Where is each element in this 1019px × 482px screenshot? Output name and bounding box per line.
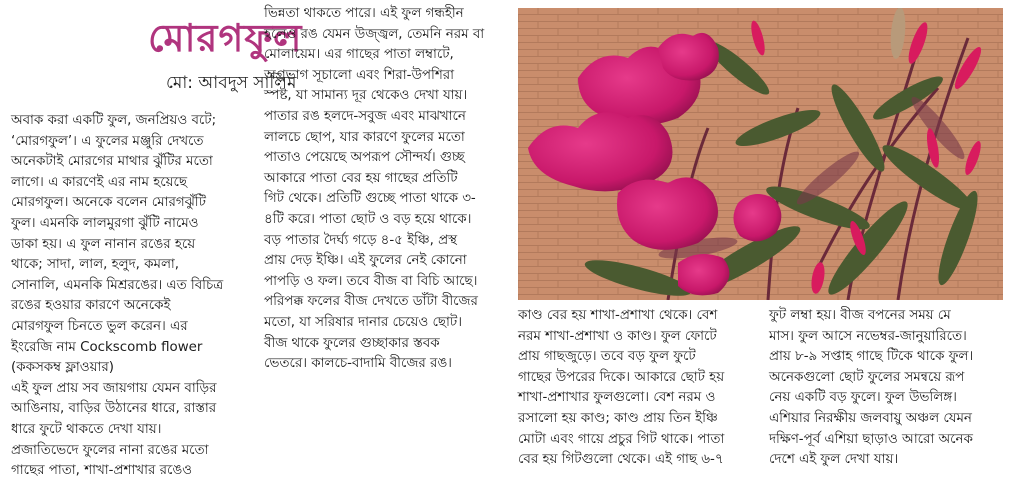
article-column-4: ফুট লম্বা হয়। বীজ বপনের সময় মে মাস। ফুল আসে নভেম্বর-জানুয়ারিতে। প্রায় ৮-৯ সপ্তাহ গাছে টিকে থাকে ফুল। অনেকগুলো ছোট ফুলের সমন্বয়ে রূপ নেয় একটি বড় ফুলে। ফুল উভলিঙ্গ। এশিয়ার নিরক্ষীয় জলবায়ু অঞ্চল যেমন দক্ষিণ-পূর্ব এশিয়া ছাড়াও আরো অনেক দেশে এই ফুল দেখা যায়। bbox=[769, 308, 974, 468]
cockscomb-flower-photo bbox=[518, 8, 1003, 300]
article-column-2: ভিন্নতা থাকতে পারে। এই ফুল গন্ধহীন হলেও রঙ যেমন উজ্জ্বল, তেমনি নরম বা মোলায়েম। এর গাছের পাতা লম্বাটে, অগ্রভাগ সূচালো এবং শিরা-উপশিরা স্পষ্ট, যা সামান্য দূর থেকেও দেখা যায়। পাতার রঙ হলদে-সবুজ এবং মাঝখানে লালচে ছোপ, যার কারণে ফুলের মতো পাতাও পেয়েছে অপরূপ সৌন্দর্য। গুচ্ছ আকারে পাতা বের হয় গাছের প্রতিটি গিট থেকে। প্রতিটি গুচ্ছে পাতা থাকে ৩- ৪টি করে। পাতা ছোট ও বড় হয়ে থাকে। বড় পাতার দৈর্ঘ্য গড়ে ৪-৫ ইঞ্চি, প্রস্থ প্রায় দেড় ইঞ্চি। এই ফুলের নেই কোনো পাপড়ি ও ফল। তবে বীজ বা বিচি আছে। পরিপক্ক ফলের বীজ দেখতে ডাঁটা বীজের মতো, যা সরিষার দানার চেয়েও ছোট। বীজ থাকে ফুলের গুচ্ছাকার স্তবক ভেতরে। কালচে-বাদামি বীজের রঙ। bbox=[264, 6, 485, 372]
article-column-3: কাণ্ড বের হয় শাখা-প্রশাখা থেকে। বেশ নরম শাখা-প্রশাখা ও কাণ্ড। ফুল ফোটে প্রায় গাছজুড়ে। তবে বড় ফুল ফুটে গাছের উপরের দিকে। আকারে ছোট হয় শাখা-প্রশাখার ফুলগুলো। বেশ নরম ও রসালো হয় কাণ্ড; কাণ্ড প্রায় তিন ইঞ্চি মোটা এবং গায়ে প্রচুর গিট থাকে। পাতা বের হয় গিটগুলো থেকে। এই গাছ ৬-৭ bbox=[518, 308, 725, 468]
article-column-1: অবাক করা একটি ফুল, জনপ্রিয়ও বটে; ‘মোরগফুল’। এ ফুলের মঞ্জুরি দেখতে অনেকটাই মোরগের মাথার ঝুঁটির মতো লাগে। এ কারণেই এর নাম হয়েছে মোরগফুল। অনেকে বলেন মোরগঝুঁটি ফুল। এমনকি লালমুরগা ঝুঁটি নামেও ডাকা হয়। এ ফুল নানান রঙের হয়ে থাকে; সাদা, লাল, হলুদ, কমলা, সোনালি, এমনকি মিশ্ররঙের। এত বিচিত্র রঙের হওয়ার কারণে অনেকেই মোরগফুল চিনতে ভুল করেন। এর ইংরেজি নাম Cockscomb flower (ককসকম্ব ফ্লাওয়ার) এই ফুল প্রায় সব জায়গায় যেমন বাড়ির আঙিনায়, বাড়ির উঠানের ধারে, রাস্তার ধারে ফুটে থাকতে দেখা যায়। প্রজাতিভেদে ফুলের নানা রঙের মতো গাছের পাতা, শাখা-প্রশাখার রঙেও bbox=[11, 113, 224, 479]
article-author: মো: আবদুস সালিম bbox=[166, 73, 297, 93]
article-title: মোরগফুল bbox=[148, 15, 303, 60]
